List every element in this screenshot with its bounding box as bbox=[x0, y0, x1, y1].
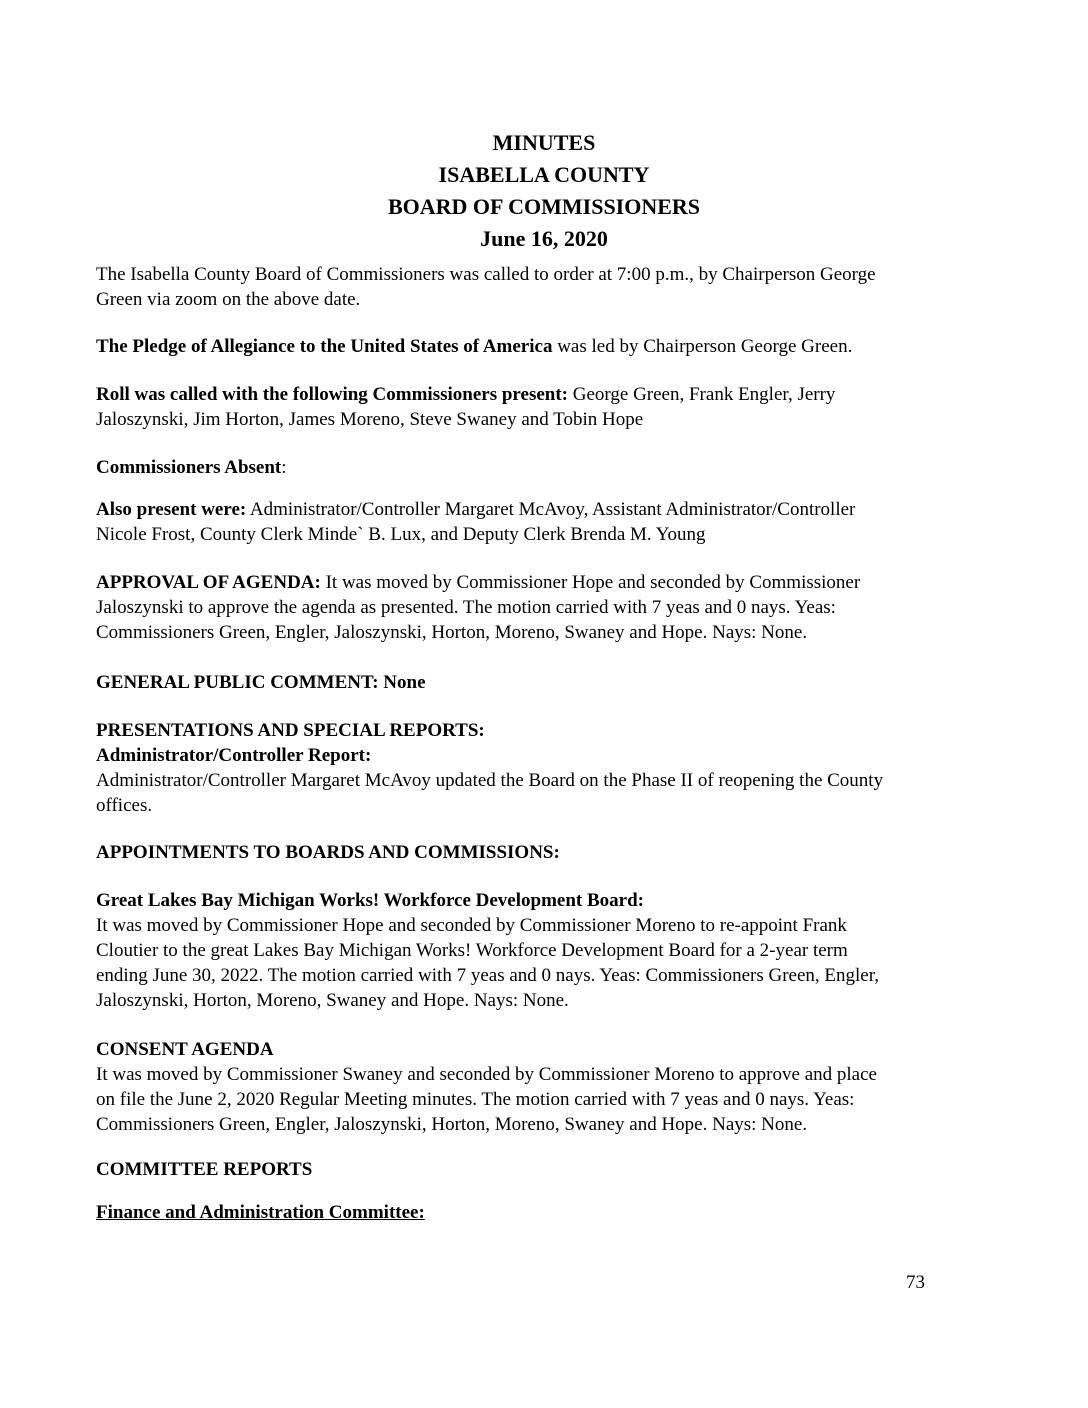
agenda-paragraph: APPROVAL OF AGENDA: It was moved by Commissioner Hope and seconded by Commissioner Jaloszynski to approve the agenda as presented. The motion carried with 7 yeas and 0 nays. Yeas: Commissioners Green, Engler, Jaloszynski, Horton, Moreno, Swaney and Hope. Nays: None. bbox=[96, 572, 861, 643]
also-present-paragraph: Also present were: Administrator/Controller Margaret McAvoy, Assistant Administrator/Controller Nicole Frost, County Clerk Minde` B. Lux, and Deputy Clerk Brenda M. Young bbox=[96, 499, 856, 545]
page-number: 73 bbox=[906, 1272, 925, 1293]
roll-call-paragraph: Roll was called with the following Commissioners present: George Green, Frank Engler, Jerry Jaloszynski, Jim Horton, James Moreno, Steve Swaney and Tobin Hope bbox=[96, 384, 836, 430]
committee-reports-heading: COMMITTEE REPORTS bbox=[96, 1159, 313, 1180]
absent-paragraph: Commissioners Absent: bbox=[96, 457, 287, 478]
presentations-section: PRESENTATIONS AND SPECIAL REPORTS: Administrator/Controller Report: Administrator/Controller Margaret McAvoy updated the Board on the Phase II of reopening the County offices. bbox=[96, 720, 884, 816]
public-comment-heading: GENERAL PUBLIC COMMENT: None bbox=[96, 672, 426, 693]
title-minutes: MINUTES bbox=[492, 130, 596, 155]
pledge-paragraph: The Pledge of Allegiance to the United States of America was led by Chairperson George Green. bbox=[96, 336, 853, 357]
presentations-heading: PRESENTATIONS AND SPECIAL REPORTS: bbox=[96, 720, 485, 741]
also-present-label: Also present were: bbox=[96, 499, 247, 520]
consent-agenda-heading: CONSENT AGENDA bbox=[96, 1039, 274, 1060]
finance-committee-heading: Finance and Administration Committee: bbox=[96, 1202, 425, 1223]
pledge-label: The Pledge of Allegiance to the United States of America bbox=[96, 336, 553, 357]
consent-agenda-section: CONSENT AGENDA It was moved by Commissioner Swaney and seconded by Commissioner Moreno to approve and place on file the June 2, 2020 Regular Meeting minutes. The motion carried with 7 yeas and 0 nays. Yeas: Commissioners Green, Engler, Jaloszynski, Horton, Moreno, Swaney and Hope. Nays: None. bbox=[96, 1039, 877, 1135]
title-county: ISABELLA COUNTY bbox=[438, 162, 650, 187]
absent-label: Commissioners Absent bbox=[96, 457, 282, 478]
title-board: BOARD OF COMMISSIONERS bbox=[387, 194, 701, 219]
admin-report-heading: Administrator/Controller Report: bbox=[96, 745, 372, 766]
appointments-section: Great Lakes Bay Michigan Works! Workforce Development Board: It was moved by Commissioner Hope and seconded by Commissioner Moreno to re-appoint Frank Cloutier to the great Lakes Bay Michigan Works! Workforce Development Board for a 2-year term ending June 30, 2022. The motion carried with 7 yeas and 0 nays. Yeas: Commissioners Green, Engler, Jaloszynski, Horton, Moreno, Swaney and Hope. Nays: None. bbox=[96, 890, 880, 1011]
appointments-heading: APPOINTMENTS TO BOARDS AND COMMISSIONS: bbox=[96, 842, 560, 863]
workforce-board-heading: Great Lakes Bay Michigan Works! Workforce Development Board: bbox=[96, 890, 644, 911]
title-date: June 16, 2020 bbox=[480, 226, 608, 251]
document-title bbox=[0, 127, 1088, 255]
roll-call-label: Roll was called with the following Commissioners present: bbox=[96, 384, 568, 405]
intro-paragraph: The Isabella County Board of Commissioners was called to order at 7:00 p.m., by Chairperson George Green via zoom on the above date. bbox=[96, 264, 876, 310]
agenda-label: APPROVAL OF AGENDA: bbox=[96, 572, 321, 593]
